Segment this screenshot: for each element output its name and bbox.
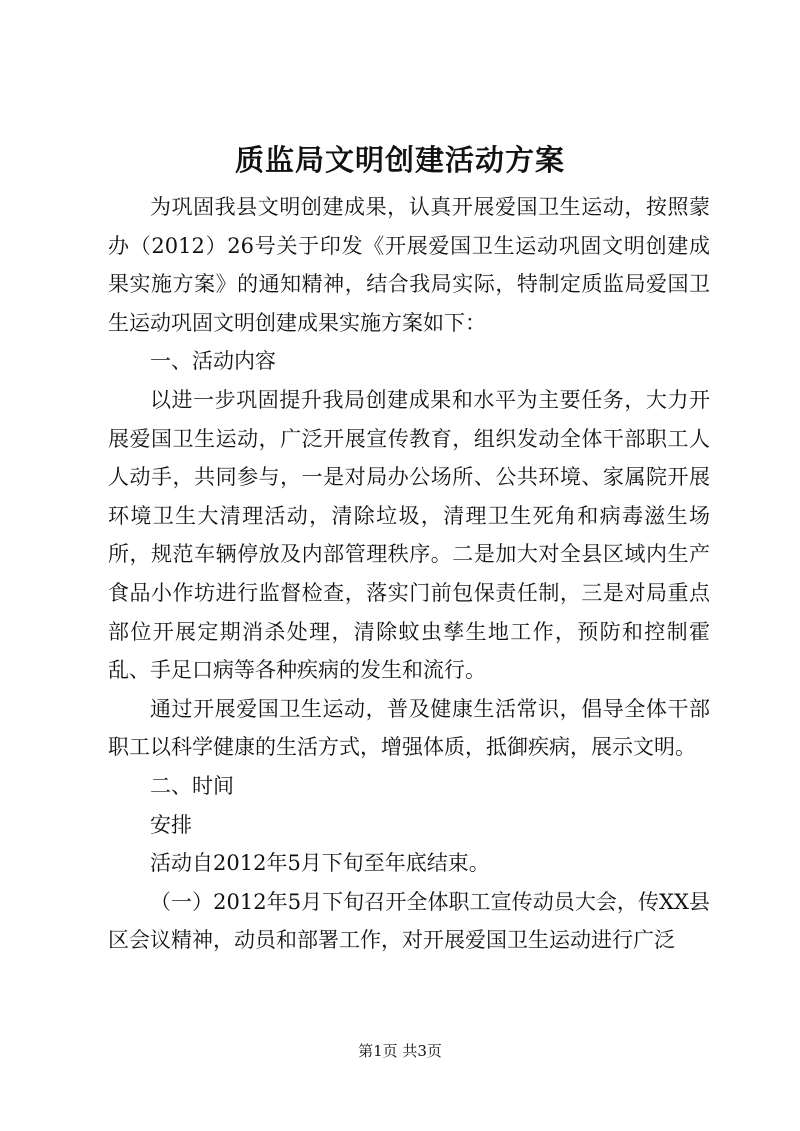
step-one-paragraph: （一）2012年5月下旬召开全体职工宣传动员大会，传XX县区会议精神，动员和部署工作，对开展爱国卫生运动进行广泛: [108, 889, 710, 953]
document-title: 质监局文明创建活动方案: [234, 143, 565, 177]
activity-content-paragraph: 以进一步巩固提升我局创建成果和水平为主要任务，大力开展爱国卫生运动，广泛开展宣传教育，组织发动全体干部职工人人动手，共同参与，一是对局办公场所、公共环境、家属院开展环境卫生大清理活动，清除垃圾，清理卫生死角和病毒滋生场所，规范车辆停放及内部管理秩序。二是加大对全县区域内生产食品小作坊进行监督检查，落实门前包保责任制，三是对局重点部位开展定期消杀处理，清除蚊虫孳生地工作，预防和控制霍乱、手足口病等各种疾病的发生和流行。: [108, 387, 710, 683]
duration-paragraph: 活动自2012年5月下旬至年底结束。: [150, 851, 490, 876]
intro-paragraph: 为巩固我县文明创建成果，认真开展爱国卫生运动，按照蒙办（2012）26号关于印发《开展爱国卫生运动巩固文明创建成果实施方案》的通知精神，结合我局实际，特制定质监局爱国卫生运动巩固文明创建成果实施方案如下：: [108, 195, 710, 335]
page-indicator: 第1页 共3页: [358, 1042, 442, 1060]
section-heading-arrangement: 安排: [150, 812, 192, 837]
section-heading-activity-content: 一、活动内容: [150, 349, 276, 374]
section-heading-time: 二、时间: [150, 773, 234, 798]
document-body: [108, 188, 710, 960]
purpose-paragraph: 通过开展爱国卫生运动，普及健康生活常识，倡导全体干部职工以科学健康的生活方式，增强体质，抵御疾病，展示文明。: [108, 696, 710, 760]
